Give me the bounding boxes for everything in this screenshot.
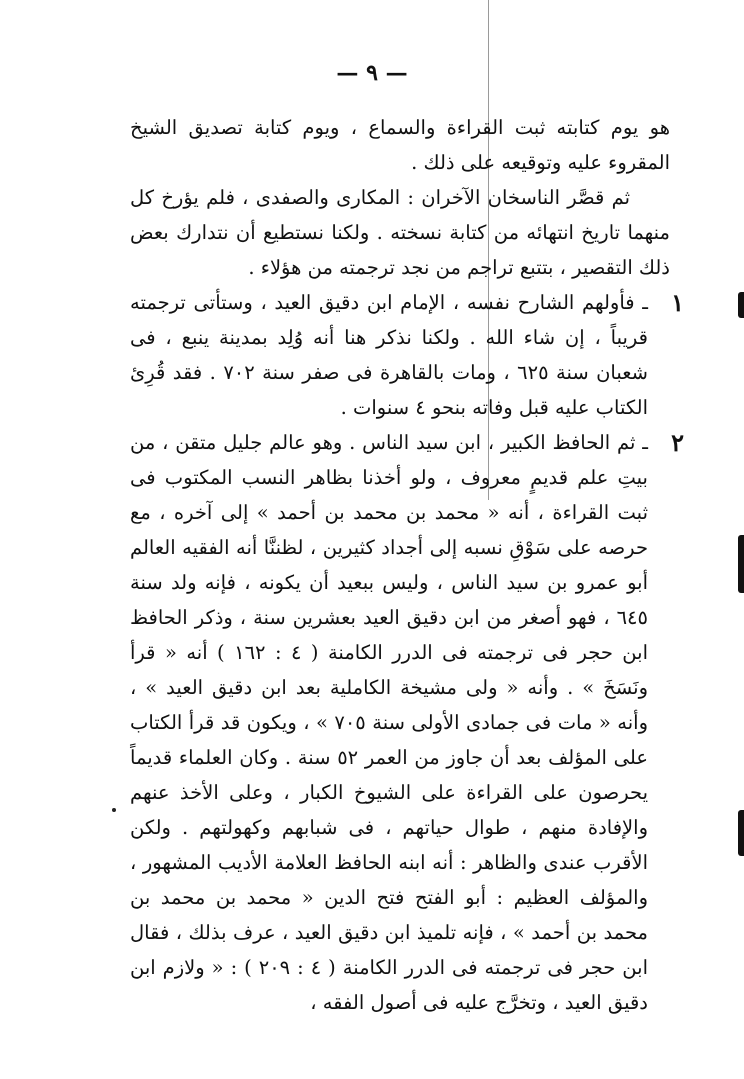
edge-mark-bottom xyxy=(738,810,744,856)
paragraph-1: هو يوم كتابته ثبت القراءة والسماع ، ويوم كتابة تصديق الشيخ المقروء عليه وتوقيعه على ذلك . xyxy=(130,116,670,174)
stray-dot xyxy=(112,808,116,812)
item-number-2: ٢ xyxy=(671,428,684,457)
edge-mark-middle xyxy=(738,535,744,593)
item-text-1: ـ فأولهم الشارح نفسه ، الإمام ابن دقيق العيد ، وستأتى ترجمته قريباً ، إن شاء الله . ولكنا نذكر هنا أنه وُلِد بمدينة ينبع ، فى شعبان سنة ٦٢٥ ، ومات بالقاهرة فى صفر سنة ٧٠٢ . فقد قُرِئ الكتاب عليه قبل وفاته بنحو ٤ سنوات . xyxy=(130,291,649,419)
body-text xyxy=(130,110,684,1020)
numbered-item-2 xyxy=(130,425,684,1020)
paragraph-2: ثم قصَّر الناسخان الآخران : المكارى والصفدى ، فلم يؤرخ كل منهما تاريخ انتهائه من كتابة نسخته . ولكنا نستطيع أن نتدارك بعض ذلك التقصير ، بتتبع تراجم من نجد ترجمته من هؤلاء . xyxy=(130,186,670,279)
item-text-2: ـ ثم الحافظ الكبير ، ابن سيد الناس . وهو عالم جليل متقن ، من بيتِ علم قديمٍ معروف ، ولو أخذنا بظاهر النسب المكتوب فى ثبت القراءة ، أنه « محمد بن محمد بن أحمد » إلى آخره ، مع حرصه على سَوْقِ نسبه إلى أجداد كثيرين ، لظننَّا أنه الفقيه العالم أبو عمرو بن سيد الناس ، وليس ببعيد أن يكونه ، فإنه ولد سنة ٦٤٥ ، فهو أصغر من ابن دقيق العيد بعشرين سنة ، وذكر الحافظ ابن حجر فى ترجمته فى الدرر الكامنة ( ٤ : ١٦٢ ) أنه « قرأ ونَسَخَ » . وأنه « ولى مشيخة الكاملية بعد ابن دقيق العيد » ، وأنه « مات فى جمادى الأولى سنة ٧٠٥ » ، ويكون قد قرأ الكتاب على المؤلف بعد أن جاوز من العمر ٥٢ سنة . وكان العلماء قديماً يحرصون على القراءة على الشيوخ الكبار ، وعلى الأخذ عنهم والإفادة منهم ، طوال حياتهم ، فى شبابهم وكهولتهم . ولكن الأقرب عندى والظاهر : أنه ابنه الحافظ العلامة الأديب المشهور ، والمؤلف العظيم : أبو الفتح فتح الدين « محمد بن محمد بن محمد بن أحمد » ، فإنه تلميذ ابن دقيق العيد ، عرف بذلك ، فقال ابن حجر فى ترجمته فى الدرر الكامنة ( ٤ : ٢٠٩ ) : « ولازم ابن دقيق العيد ، وتخرَّج عليه فى أصول الفقه ، xyxy=(130,431,649,1014)
numbered-item-1 xyxy=(130,285,684,425)
page-number: — ٩ — xyxy=(336,60,408,86)
edge-mark-top xyxy=(738,292,744,318)
item-number-1: ١ xyxy=(671,288,684,317)
